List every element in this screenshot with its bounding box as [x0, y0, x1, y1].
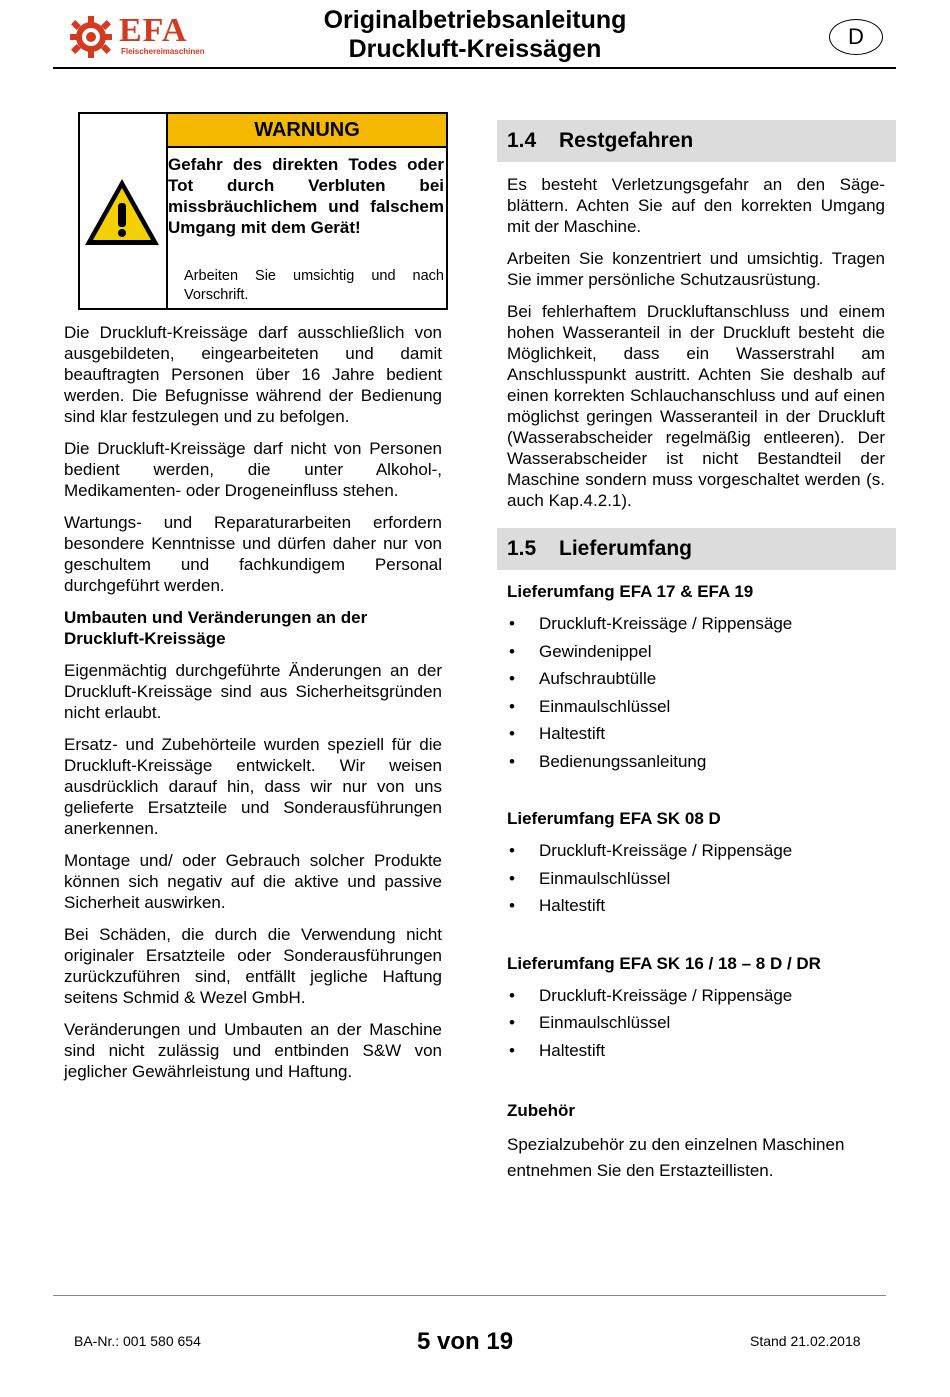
page-number: 5 von 19	[417, 1328, 514, 1355]
delivery-list-heading: Lieferumfang EFA 17 & EFA 19	[507, 582, 754, 601]
paragraph: Arbeiten Sie konzentriert und umsichtig. Tragen Sie immer persönliche Schutzausrüstung.	[507, 249, 885, 289]
accessories-heading: Zubehör	[507, 1101, 575, 1120]
warning-box	[78, 112, 448, 310]
list-item: • Haltestift	[497, 892, 896, 920]
list-item: • Gewindenippel	[497, 638, 896, 666]
ba-number: BA-Nr.: 001 580 654	[74, 1333, 201, 1349]
title-line-2: Druckluft-Kreissägen	[348, 35, 602, 63]
page-header	[0, 0, 950, 70]
paragraph: Bei Schäden, die durch die Verwendung nicht originaler Ersatzteile oder Sonderausführungen zurückzuführen sind, entfällt jegliche Haftung seitens Schmid & Wezel GmbH.	[64, 925, 442, 1007]
section-number: 1.4	[507, 129, 537, 152]
left-column	[64, 112, 442, 1093]
paragraph: Montage und/ oder Gebrauch solcher Produkte können sich negativ auf die aktive und passive Sicherheit auswirken.	[64, 851, 442, 912]
paragraph: Ersatz- und Zubehörteile wurden speziell für die Druckluft-Kreissäge entwickelt. Wir weisen ausdrücklich darauf hin, dass wir nur von uns gelieferte Ersatzteile und Sonderausführungen anerkennen.	[64, 735, 442, 838]
list-item: • Einmaulschlüssel	[497, 693, 896, 721]
list-item: • Druckluft-Kreissäge / Rippensäge	[497, 837, 896, 865]
section-number: 1.5	[507, 537, 537, 560]
footer-divider	[53, 1295, 886, 1296]
accessories-text: Spezialzubehör zu den einzelnen Maschinen entnehmen Sie den Erstazteillisten.	[507, 1135, 845, 1180]
list-item: • Aufschraubtülle	[497, 665, 896, 693]
warning-triangle-icon	[82, 176, 162, 248]
delivery-list-heading: Lieferumfang EFA SK 08 D	[507, 809, 721, 828]
warning-heading: WARNUNG	[168, 114, 446, 148]
section-title: Restgefahren	[559, 129, 694, 152]
section-title: Lieferumfang	[559, 537, 693, 560]
paragraph: Es besteht Verletzungsgefahr an den Sägeblättern. Achten Sie auf den korrekten Umgang mit der Maschine.	[507, 175, 885, 236]
revision-date: Stand 21.02.2018	[750, 1333, 861, 1349]
subheading-modifications: Umbauten und Veränderungen an der Druckluft-Kreissäge	[64, 608, 368, 648]
paragraph: Bei fehlerhaftem Druckluftanschluss und einem hohen Wasseranteil in der Druckluft besteht die Möglichkeit, dass ein Wasserstrahl am Anschlusspunkt austritt. Achten Sie deshalb auf einen korrekten Schlauchanschluss und auf einen möglichst geringen Wasseranteil in der Druckluft (Wasserabscheider regelmäßig entleeren). Der Wasserabscheider ist nicht Bestandteil der Maschine sondern muss vorgeschaltet werden (s. auch Kap.4.2.1).	[507, 302, 885, 510]
list-item: • Einmaulschlüssel	[497, 1009, 896, 1037]
gear-emblem-icon	[63, 14, 119, 60]
list-item: • Bedienungssanleitung	[497, 748, 896, 776]
language-badge: D	[829, 19, 883, 55]
paragraph: Eigenmächtig durchgeführte Änderungen an der Druckluft-Kreissäge sind aus Sicherheitsgründen nicht erlaubt.	[64, 661, 442, 722]
paragraph: Veränderungen und Umbauten an der Maschine sind nicht zulässig und entbinden S&W von jeglicher Gewährleistung und Haftung.	[64, 1020, 442, 1081]
delivery-list	[497, 982, 896, 1065]
delivery-list	[497, 837, 896, 920]
document-title	[260, 6, 690, 64]
warning-danger-text: Gefahr des direkten Todes oder Tot durch Verbluten bei missbräuchlichem und falschem Umgang mit dem Gerät!	[168, 155, 444, 237]
delivery-list	[497, 610, 896, 775]
logo-wordmark: EFA	[119, 12, 188, 49]
paragraph: Wartungs- und Reparaturarbeiten erfordern besondere Kenntnisse und dürfen daher nur von geschultem und fachkundigem Personal durchgeführt werden.	[64, 513, 442, 595]
delivery-list-heading: Lieferumfang EFA SK 16 / 18 – 8 D / DR	[507, 953, 821, 973]
warning-instruction: Arbeiten Sie umsichtig und nach Vorschrift.	[184, 268, 444, 303]
header-divider	[53, 67, 896, 69]
paragraph: Die Druckluft-Kreissäge darf nicht von Personen bedient werden, die unter Alkohol-, Medikamenten- oder Drogeneinfluss stehen.	[64, 439, 442, 500]
efa-logo	[63, 14, 208, 60]
warning-icon-cell	[80, 114, 168, 308]
right-column	[497, 120, 896, 1195]
list-item: • Druckluft-Kreissäge / Rippensäge	[497, 610, 896, 638]
list-item: • Druckluft-Kreissäge / Rippensäge	[497, 982, 896, 1010]
list-item: • Einmaulschlüssel	[497, 865, 896, 893]
section-heading-1-5	[497, 528, 896, 570]
list-item: • Haltestift	[497, 720, 896, 748]
title-line-1: Originalbetriebsanleitung	[323, 6, 627, 34]
section-heading-1-4	[497, 120, 896, 162]
logo-subtitle: Fleischereimaschinen	[121, 47, 205, 56]
list-item: • Haltestift	[497, 1037, 896, 1065]
paragraph: Die Druckluft-Kreissäge darf ausschließlich von ausgebildeten, eingearbeiteten und damit beauftragten Personen über 16 Jahre bedient werden. Die Befugnisse während der Bedienung sind klar festzulegen und zu befolgen.	[64, 323, 442, 426]
